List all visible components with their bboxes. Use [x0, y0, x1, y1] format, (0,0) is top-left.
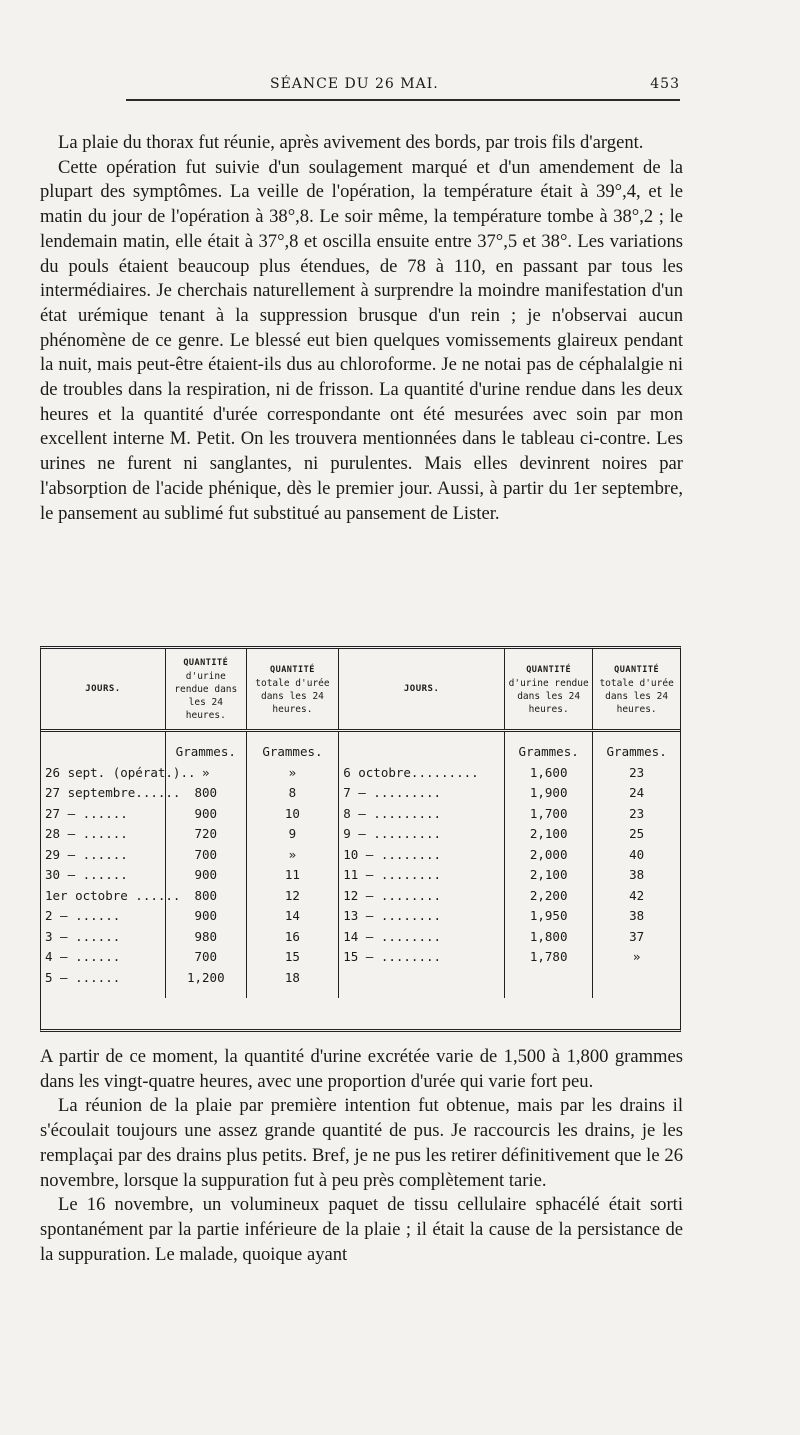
table-row: 28 — ...... 720 9 9 — ......... 2,100 25 [41, 824, 680, 845]
header-jours-left: JOURS. [41, 649, 165, 731]
table-header-row [41, 649, 680, 731]
unit-label: Grammes. [165, 731, 246, 763]
units-row [41, 731, 680, 763]
header-urine-left: QUANTITÉ d'urine rendue dans les 24 heures. [165, 649, 246, 731]
running-head [40, 76, 680, 98]
table-row: 3 — ...... 980 16 14 — ........ 1,800 37 [41, 926, 680, 947]
table-row: 2 — ...... 900 14 13 — ........ 1,950 38 [41, 906, 680, 927]
bottom-text [40, 1045, 683, 1267]
paragraph: Cette opération fut suivie d'un soulagement marqué et d'un amendement de la plupart des symptômes. La veille de l'opération, la température était à 39°,4, et le matin du jour de l'opération à 38°,8. Le soir même, la température tombe à 38°,2 ; le lendemain matin, elle était à 37°,8 et oscilla ensuite entre 37°,5 et 38°. Les variations du pouls étaient beaucoup plus étendues, de 78 à 110, en passant par tous les intermédiaires. Je cherchais naturellement à surprendre la moindre manifestation d'un état urémique tenant à la suppression brusque d'un rein ; je n'observai aucun phénomène de ce genre. Le blessé eut bien quelques vomissements glaireux pendant la nuit, mais peut-être étaient-ils dus au chloroforme. Je ne notai pas de céphalalgie ni de troubles dans la respiration, ni de frisson. La quantité d'urine rendue dans les deux heures et la quantité d'urée correspondante ont été mesurées avec soin par mon excellent interne M. Petit. On les trouvera mentionnées dans le tableau ci-contre. Les urines ne furent ni sanglantes, ni purulentes. Mais elles devinrent noires par l'absorption de l'acide phénique, dès le premier jour. Aussi, à partir du 1er septembre, le pansement au sublimé fut substitué au pansement de Lister. [40, 156, 683, 524]
page-number: 453 [650, 76, 680, 92]
unit-label: Grammes. [246, 731, 339, 763]
table-row: 27 septembre...... 800 8 7 — ......... 1,900 24 [41, 783, 680, 804]
unit-label: Grammes. [505, 731, 593, 763]
table-row: 26 sept. (opérat.).. » » 6 octobre......... 1,600 23 [41, 762, 680, 783]
table-row: 27 — ...... 900 10 8 — ......... 1,700 23 [41, 803, 680, 824]
paragraph: Le 16 novembre, un volumineux paquet de tissu cellulaire sphacélé était sorti spontanément par la partie inférieure de la plaie ; il était la cause de la persistance de la suppuration. Le malade, quoique ayant [40, 1194, 683, 1265]
unit-label: Grammes. [606, 743, 667, 759]
table-row: 1er octobre ...... 800 12 12 — ........ 2,200 42 [41, 885, 680, 906]
header-jours-right: JOURS. [339, 649, 505, 731]
paragraph: A partir de ce moment, la quantité d'urine excrétée varie de 1,500 à 1,800 grammes dans les vingt-quatre heures, avec une proportion d'urée qui varie fort peu. [40, 1046, 683, 1092]
header-uree-right: QUANTITÉ totale d'urée dans les 24 heures. [593, 649, 680, 731]
header-uree-left: QUANTITÉ totale d'urée dans les 24 heures. [246, 649, 339, 731]
urine-table [40, 646, 681, 1032]
table-row: 5 — ...... 1,200 18 [41, 967, 680, 988]
header-urine-right: QUANTITÉ d'urine rendue dans les 24 heures. [505, 649, 593, 731]
top-text [40, 131, 683, 526]
table-row: 30 — ...... 900 11 11 — ........ 2,100 38 [41, 865, 680, 886]
header-rule [126, 99, 680, 101]
table-spacer-row [41, 988, 680, 998]
table-row: 4 — ...... 700 15 15 — ........ 1,780 » [41, 947, 680, 968]
running-title: SÉANCE DU 26 MAI. [270, 76, 439, 92]
table-row: 29 — ...... 700 » 10 — ........ 2,000 40 [41, 844, 680, 865]
paragraph: La plaie du thorax fut réunie, après avivement des bords, par trois fils d'argent. [58, 132, 644, 153]
paragraph: La réunion de la plaie par première intention fut obtenue, mais par les drains il s'écoulait toujours une assez grande quantité de pus. Je raccourcis les drains, je les remplaçai par des drains plus petits. Bref, je ne pus les retirer définitivement que le 26 novembre, lorsque la suppuration fut à peu près complètement tarie. [40, 1095, 683, 1191]
